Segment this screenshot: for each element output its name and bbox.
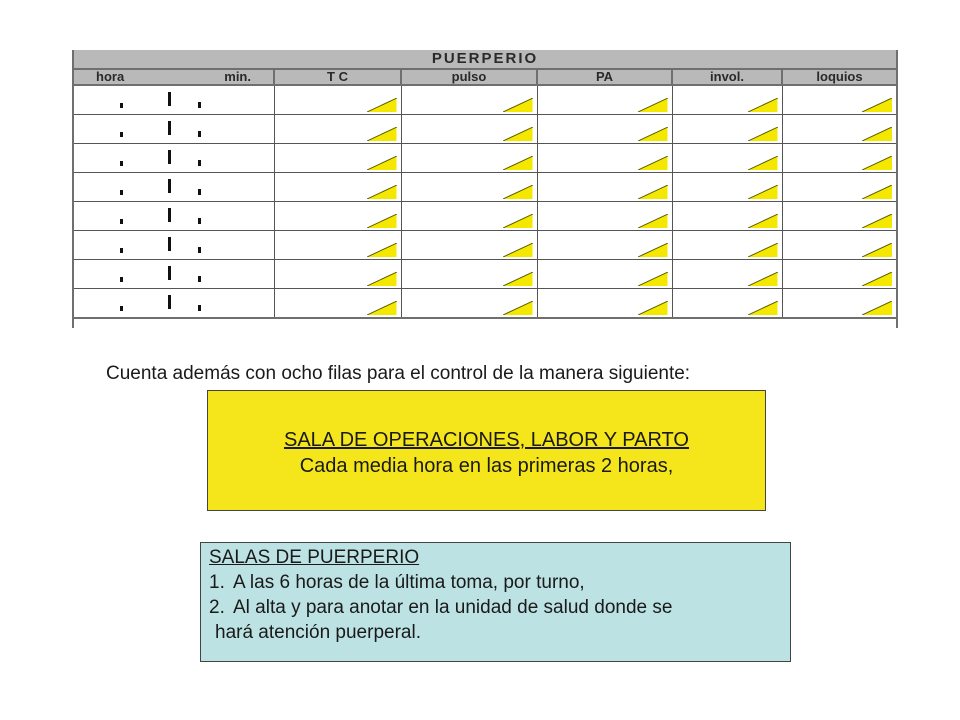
header-loquios: loquios: [782, 70, 896, 85]
tick-mark: [198, 218, 201, 224]
corner-marker-edge: [503, 272, 533, 286]
sala-operaciones-box: [207, 390, 766, 511]
corner-marker-edge: [367, 185, 397, 199]
divider-mark: [168, 237, 171, 251]
hora-cell[interactable]: [74, 202, 176, 231]
min-cell[interactable]: [176, 85, 274, 115]
corner-marker-edge: [748, 272, 778, 286]
sala-operaciones-text: Cada media hora en las primeras 2 horas,: [299, 455, 674, 477]
tick-mark: [198, 305, 201, 311]
list-item: [209, 570, 790, 595]
divider-mark: [168, 295, 171, 309]
list-continuation: hará atención puerperal.: [215, 622, 421, 643]
sala-operaciones-title: SALA DE OPERACIONES, LABOR Y PARTO: [284, 429, 689, 451]
hora-cell[interactable]: [74, 144, 176, 173]
tick-mark: [120, 161, 123, 166]
value-cell[interactable]: [537, 231, 672, 260]
value-cell[interactable]: [672, 231, 782, 260]
hora-cell[interactable]: [74, 85, 176, 115]
min-cell[interactable]: [176, 289, 274, 319]
corner-marker-edge: [862, 301, 892, 315]
corner-marker-edge: [638, 214, 668, 228]
value-cell[interactable]: [401, 144, 537, 173]
list-item-number: 2.: [209, 597, 225, 618]
value-cell[interactable]: [401, 260, 537, 289]
table-row: [74, 289, 896, 319]
tick-mark: [198, 102, 201, 108]
min-cell[interactable]: [176, 231, 274, 260]
value-cell[interactable]: [274, 173, 401, 202]
value-cell[interactable]: [782, 202, 896, 231]
table-row: [74, 85, 896, 115]
corner-marker-edge: [862, 127, 892, 141]
value-cell[interactable]: [672, 173, 782, 202]
divider-mark: [168, 266, 171, 280]
value-cell[interactable]: [274, 85, 401, 115]
corner-marker-edge: [862, 243, 892, 257]
corner-marker-edge: [748, 127, 778, 141]
value-cell[interactable]: [782, 173, 896, 202]
hora-cell[interactable]: [74, 289, 176, 319]
hora-cell[interactable]: [74, 260, 176, 289]
value-cell[interactable]: [274, 231, 401, 260]
corner-marker-edge: [503, 98, 533, 112]
corner-marker-edge: [367, 243, 397, 257]
value-cell[interactable]: [537, 85, 672, 115]
corner-marker-edge: [367, 301, 397, 315]
corner-marker-edge: [862, 214, 892, 228]
corner-marker-edge: [367, 214, 397, 228]
corner-marker-edge: [367, 127, 397, 141]
min-cell[interactable]: [176, 115, 274, 144]
salas-puerperio-box: [200, 542, 791, 662]
value-cell[interactable]: [274, 115, 401, 144]
value-cell[interactable]: [537, 289, 672, 319]
corner-marker-edge: [503, 214, 533, 228]
value-cell[interactable]: [537, 115, 672, 144]
corner-marker-edge: [862, 156, 892, 170]
corner-marker-edge: [862, 98, 892, 112]
corner-marker-edge: [367, 272, 397, 286]
corner-marker-edge: [503, 127, 533, 141]
value-cell[interactable]: [782, 289, 896, 319]
corner-marker-edge: [748, 98, 778, 112]
value-cell[interactable]: [401, 85, 537, 115]
header-tc: T C: [274, 70, 401, 85]
min-cell[interactable]: [176, 260, 274, 289]
caption-text: Cuenta además con ocho filas para el control de la manera siguiente:: [106, 363, 691, 384]
header-hora: hora: [74, 70, 176, 85]
value-cell[interactable]: [274, 144, 401, 173]
corner-marker-edge: [748, 214, 778, 228]
corner-marker-edge: [748, 301, 778, 315]
value-cell[interactable]: [782, 115, 896, 144]
list-item: [209, 595, 790, 620]
min-cell[interactable]: [176, 173, 274, 202]
value-cell[interactable]: [274, 289, 401, 319]
corner-marker-edge: [862, 272, 892, 286]
table-row: [74, 260, 896, 289]
corner-marker-edge: [748, 156, 778, 170]
value-cell[interactable]: [274, 260, 401, 289]
value-cell[interactable]: [537, 202, 672, 231]
value-cell[interactable]: [401, 289, 537, 319]
corner-marker-edge: [367, 98, 397, 112]
value-cell[interactable]: [782, 231, 896, 260]
tick-mark: [198, 160, 201, 166]
tick-mark: [198, 276, 201, 282]
divider-mark: [168, 92, 171, 106]
tick-mark: [198, 131, 201, 137]
hora-cell[interactable]: [74, 115, 176, 144]
header-pa: PA: [537, 70, 672, 85]
corner-marker-edge: [503, 243, 533, 257]
table-title: PUERPERIO: [74, 50, 896, 70]
corner-marker-edge: [503, 156, 533, 170]
tick-mark: [198, 189, 201, 195]
corner-marker-edge: [503, 185, 533, 199]
value-cell[interactable]: [672, 115, 782, 144]
corner-marker-edge: [638, 185, 668, 199]
corner-marker-edge: [367, 156, 397, 170]
divider-mark: [168, 150, 171, 164]
divider-mark: [168, 179, 171, 193]
value-cell[interactable]: [672, 85, 782, 115]
tick-mark: [120, 277, 123, 282]
divider-mark: [168, 121, 171, 135]
header-min: min.: [176, 70, 274, 85]
value-cell[interactable]: [401, 173, 537, 202]
list-item-number: 1.: [209, 572, 225, 593]
table-row: [74, 115, 896, 144]
value-cell[interactable]: [401, 202, 537, 231]
value-cell[interactable]: [672, 289, 782, 319]
min-cell[interactable]: [176, 144, 274, 173]
value-cell[interactable]: [782, 144, 896, 173]
corner-marker-edge: [638, 301, 668, 315]
value-cell[interactable]: [782, 260, 896, 289]
corner-marker-edge: [862, 185, 892, 199]
min-cell[interactable]: [176, 202, 274, 231]
tick-mark: [120, 219, 123, 224]
tick-mark: [120, 306, 123, 311]
value-cell[interactable]: [672, 144, 782, 173]
header-pulso: pulso: [401, 70, 537, 85]
value-cell[interactable]: [537, 260, 672, 289]
list-item-text: A las 6 horas de la última toma, por turno,: [233, 572, 585, 593]
tick-mark: [198, 247, 201, 253]
corner-marker-edge: [638, 243, 668, 257]
value-cell[interactable]: [401, 115, 537, 144]
hora-cell[interactable]: [74, 173, 176, 202]
puerperio-table: [72, 50, 898, 328]
list-item-text: Al alta y para anotar en la unidad de salud donde se: [233, 597, 673, 618]
table-row: [74, 144, 896, 173]
value-cell[interactable]: [537, 173, 672, 202]
corner-marker-edge: [638, 156, 668, 170]
table-row: [74, 231, 896, 260]
tick-mark: [120, 190, 123, 195]
value-cell[interactable]: [274, 202, 401, 231]
corner-marker-edge: [748, 185, 778, 199]
hora-cell[interactable]: [74, 231, 176, 260]
tick-mark: [120, 103, 123, 108]
value-cell[interactable]: [537, 144, 672, 173]
table-row: [74, 173, 896, 202]
corner-marker-edge: [638, 127, 668, 141]
value-cell[interactable]: [401, 231, 537, 260]
header-row: [74, 70, 896, 85]
value-cell[interactable]: [672, 202, 782, 231]
value-cell[interactable]: [782, 85, 896, 115]
value-cell[interactable]: [672, 260, 782, 289]
corner-marker-edge: [503, 301, 533, 315]
tick-mark: [120, 248, 123, 253]
corner-marker-edge: [638, 272, 668, 286]
corner-marker-edge: [638, 98, 668, 112]
corner-marker-edge: [748, 243, 778, 257]
tick-mark: [120, 132, 123, 137]
table-row: [74, 202, 896, 231]
divider-mark: [168, 208, 171, 222]
header-invol: invol.: [672, 70, 782, 85]
salas-puerperio-title: SALAS DE PUERPERIO: [209, 547, 420, 568]
table-grid: [74, 70, 896, 319]
